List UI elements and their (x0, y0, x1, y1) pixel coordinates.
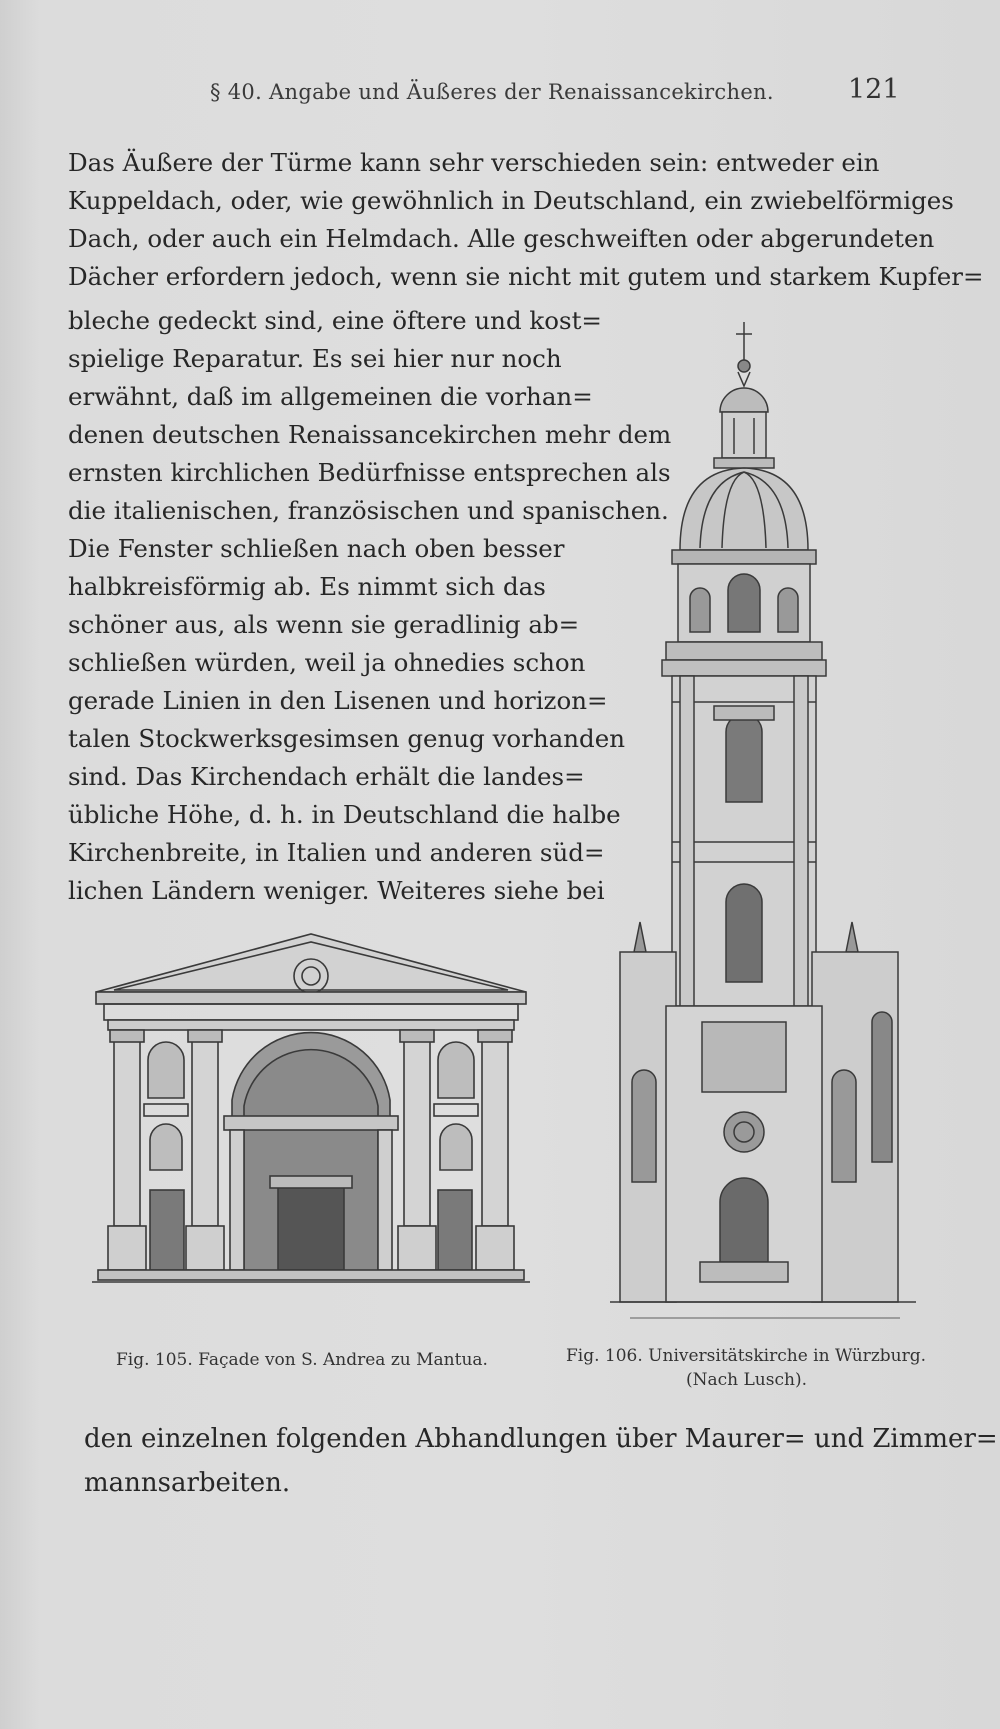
text-line: talen Stockwerksgesimsen genug vorhanden (68, 724, 626, 753)
text-line: Kirchenbreite, in Italien und anderen süd= (68, 838, 605, 867)
text-line: bleche gedeckt sind, eine öftere und kost= (68, 306, 602, 335)
text-line: schließen würden, weil ja ohnedies schon (68, 648, 586, 677)
text-line: die italienischen, französischen und spanischen. (68, 496, 669, 525)
text-line: halbkreisförmig ab. Es nimmt sich das (68, 572, 546, 601)
text-line: Die Fenster schließen nach oben besser (68, 534, 565, 563)
text-line: mannsarbeiten. (84, 1468, 291, 1498)
text-line: Das Äußere der Türme kann sehr verschieden sein: entweder ein (68, 148, 880, 177)
text-line: sind. Das Kirchendach erhält die landes= (68, 762, 585, 791)
text-line: Dach, oder auch ein Helmdach. Alle geschweiften oder abgerundeten (68, 224, 935, 253)
text-line: spielige Reparatur. Es sei hier nur noch (68, 344, 562, 373)
fig106-caption: Fig. 106. Universitätskirche in Würzburg. (566, 1346, 927, 1366)
facade-illustration (92, 930, 530, 1330)
text-line: gerade Linien in den Lisenen und horizon= (68, 686, 608, 715)
text-line: Dächer erfordern jedoch, wenn sie nicht mit gutem und starkem Kupfer= (68, 262, 984, 291)
text-line: schöner aus, als wenn sie geradlinig ab= (68, 610, 580, 639)
running-title: § 40. Angabe und Äußeres der Renaissancekirchen. (210, 80, 774, 104)
fig105-caption: Fig. 105. Façade von S. Andrea zu Mantua. (116, 1350, 488, 1370)
text-line: denen deutschen Renaissancekirchen mehr dem (68, 420, 672, 449)
text-line: erwähnt, daß im allgemeinen die vorhan= (68, 382, 593, 411)
fig106-source: (Nach Lusch). (686, 1370, 807, 1390)
text-line: lichen Ländern weniger. Weiteres siehe bei (68, 876, 605, 905)
text-line: Kuppeldach, oder, wie gewöhnlich in Deutschland, ein zwiebelförmiges (68, 186, 954, 215)
text-line: den einzelnen folgenden Abhandlungen über Maurer= und Zimmer= (84, 1424, 998, 1454)
tower-illustration (610, 322, 916, 1332)
text-line: ernsten kirchlichen Bedürfnisse entsprechen als (68, 458, 671, 487)
text-line: übliche Höhe, d. h. in Deutschland die halbe (68, 800, 621, 829)
page-number: 121 (848, 74, 900, 105)
